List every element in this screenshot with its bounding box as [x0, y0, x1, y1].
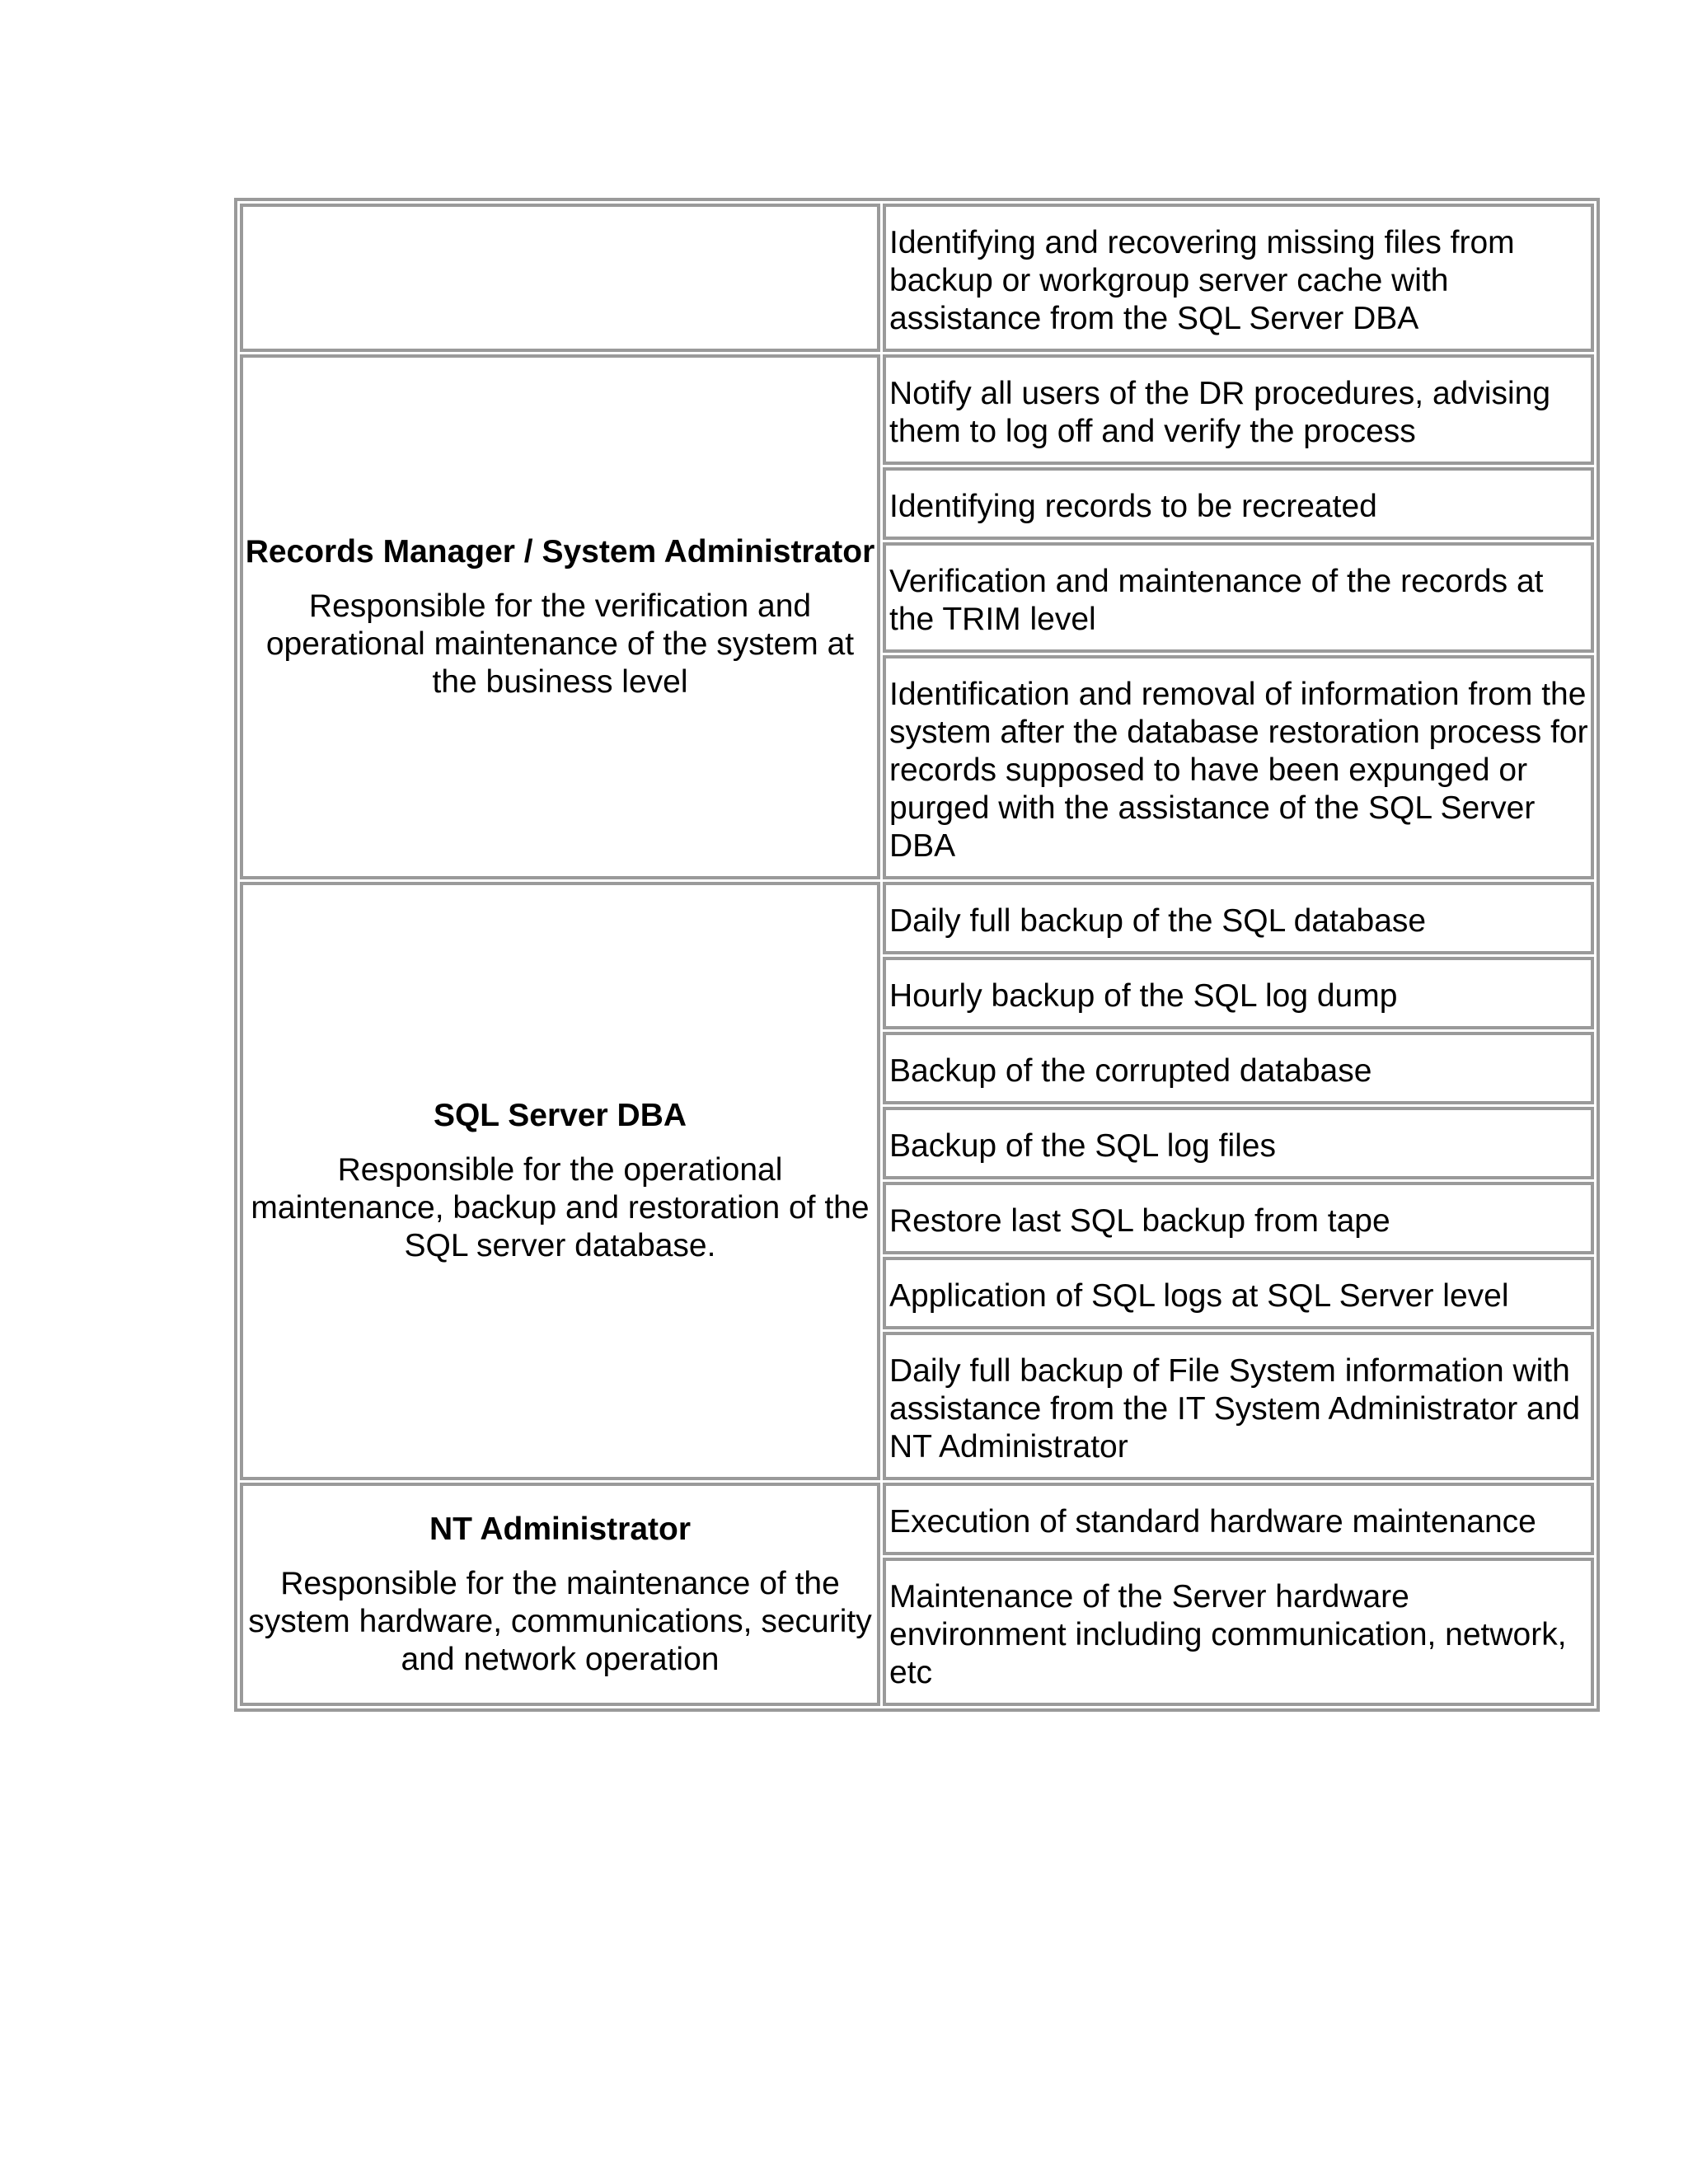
role-description: Responsible for the operational maintenance, backup and restoration of the SQL server database.: [251, 1152, 870, 1263]
responsibilities-table: [234, 198, 1600, 1712]
task-cell: Identification and removal of information from the system after the database restoration process for records supposed to have been expunged or purged with the assistance of the SQL Server DBA: [883, 655, 1594, 879]
role-cell-empty: [240, 204, 880, 352]
task-cell: Execution of standard hardware maintenance: [883, 1483, 1594, 1555]
role-title: SQL Server DBA: [433, 1098, 687, 1133]
role-cell-sql-server-dba: [240, 882, 880, 1480]
table-row: [240, 1483, 1594, 1555]
table-row: [240, 204, 1594, 352]
task-cell: Maintenance of the Server hardware environment including communication, network, etc: [883, 1558, 1594, 1706]
task-cell: Notify all users of the DR procedures, advising them to log off and verify the process: [883, 354, 1594, 465]
task-cell: Daily full backup of the SQL database: [883, 882, 1594, 954]
task-cell: Identifying records to be recreated: [883, 467, 1594, 540]
task-cell: Backup of the SQL log files: [883, 1107, 1594, 1179]
role-cell-records-manager: [240, 354, 880, 879]
task-cell: Daily full backup of File System information with assistance from the IT System Administrator and NT Administrator: [883, 1332, 1594, 1480]
table-row: [240, 882, 1594, 954]
role-cell-nt-administrator: [240, 1483, 880, 1706]
task-cell: Application of SQL logs at SQL Server level: [883, 1257, 1594, 1329]
role-description: Responsible for the maintenance of the system hardware, communications, security and network operation: [248, 1565, 872, 1677]
task-cell: Verification and maintenance of the records at the TRIM level: [883, 542, 1594, 653]
role-title: NT Administrator: [429, 1511, 692, 1547]
table-row: [240, 354, 1594, 465]
role-title: Records Manager / System Administrator: [245, 533, 875, 569]
role-description: Responsible for the verification and operational maintenance of the system at the business level: [265, 588, 855, 700]
task-cell: Identifying and recovering missing files from backup or workgroup server cache with assistance from the SQL Server DBA: [883, 204, 1594, 352]
task-cell: Backup of the corrupted database: [883, 1032, 1594, 1104]
table-body: [240, 204, 1594, 1706]
task-cell: Restore last SQL backup from tape: [883, 1182, 1594, 1254]
task-cell: Hourly backup of the SQL log dump: [883, 957, 1594, 1029]
